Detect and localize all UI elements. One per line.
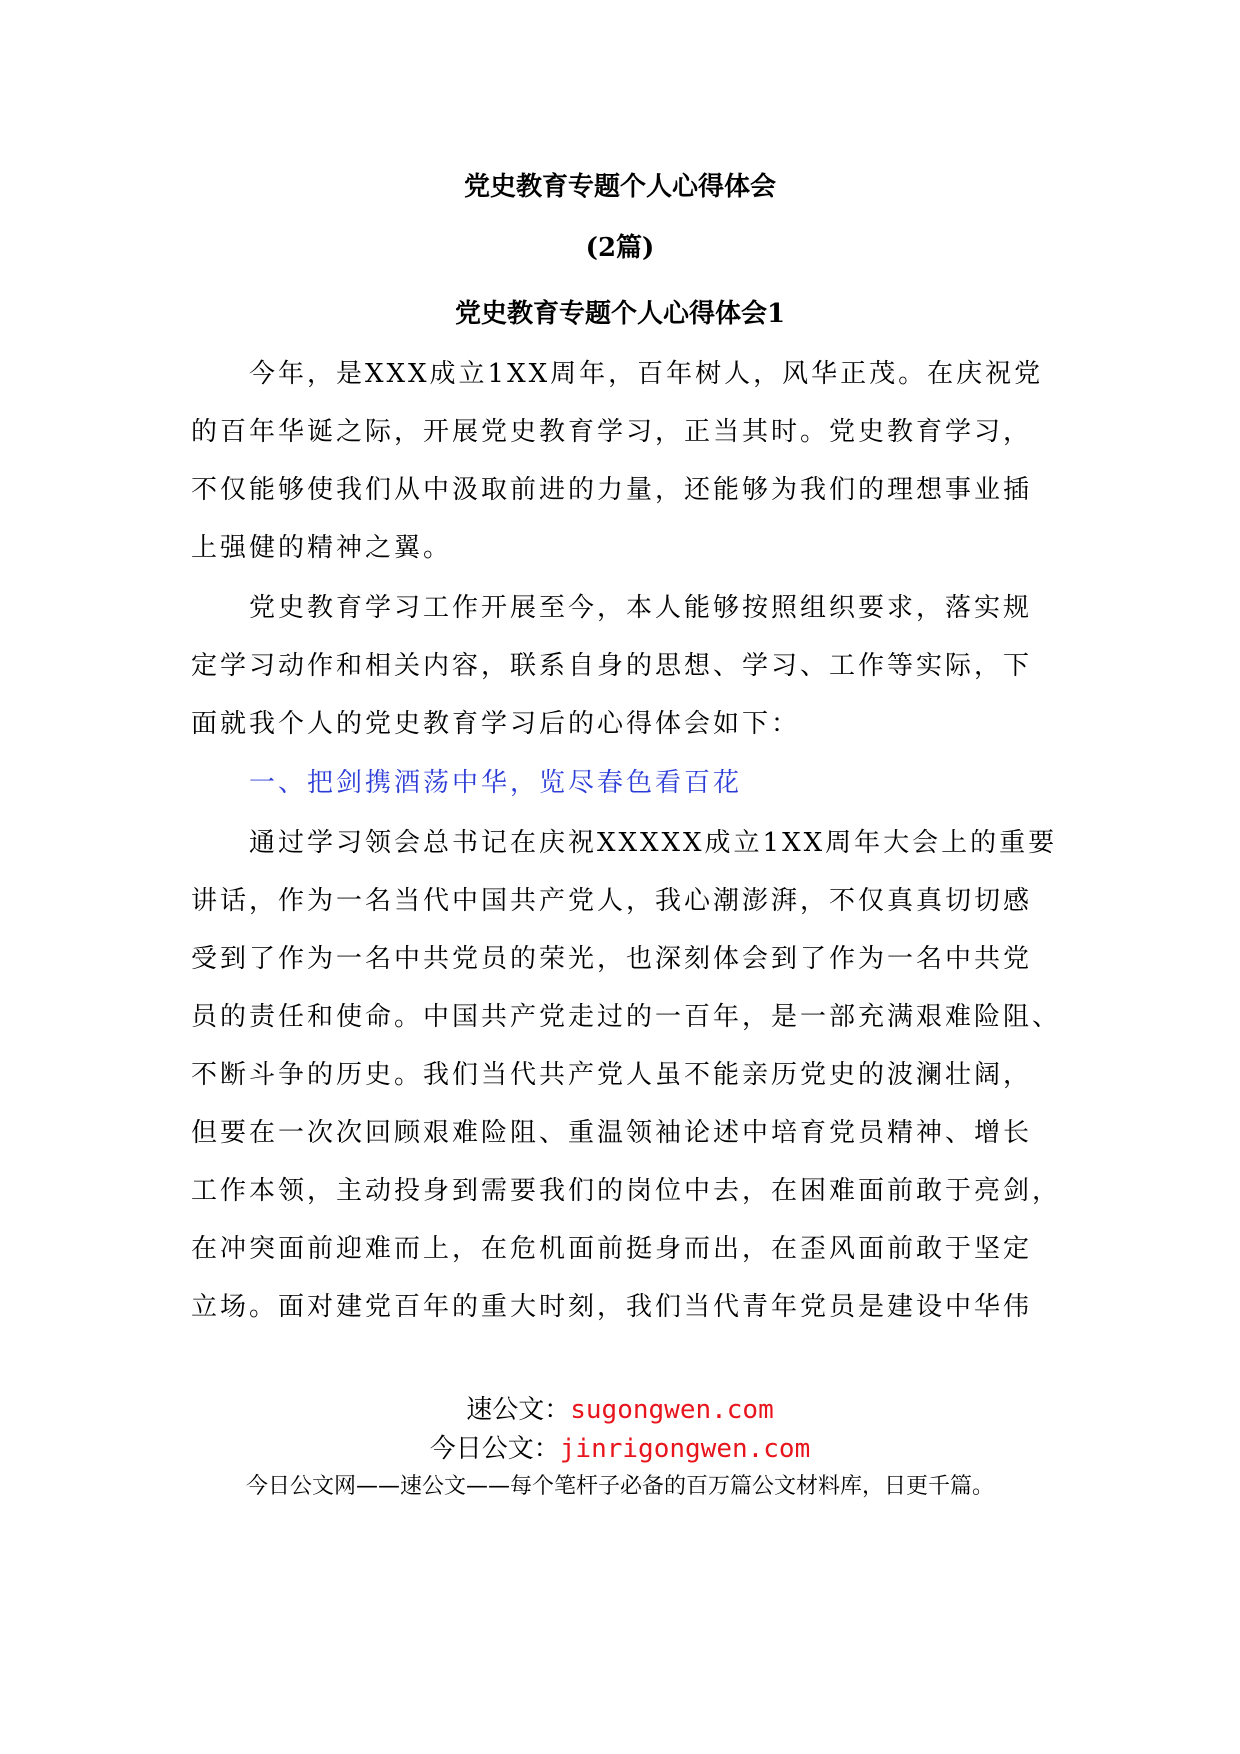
body-line: 工作本领，主动投身到需要我们的岗位中去，在困难面前敢于亮剑， (191, 1176, 1062, 1206)
document-subtitle: (2篇) (585, 233, 655, 263)
body-line: 受到了作为一名中共党员的荣光，也深刻体会到了作为一名中共党 (191, 944, 1033, 974)
section-heading: 一、把剑携酒荡中华，览尽春色看百花 (191, 768, 743, 798)
body-line: 定学习动作和相关内容，联系自身的思想、学习、工作等实际，下 (191, 651, 1033, 681)
footer-link-sugongwen[interactable]: sugongwen.com (570, 1395, 774, 1425)
section-title: 党史教育专题个人心得体会1 (454, 299, 786, 329)
document-title: 党史教育专题个人心得体会 (463, 172, 776, 202)
body-line: 通过学习领会总书记在庆祝XXXXX成立1XX周年大会上的重要 (191, 828, 1058, 858)
footer-label: 今日公文： (429, 1434, 560, 1464)
body-line: 不断斗争的历史。我们当代共产党人虽不能亲历党史的波澜壮阔， (191, 1060, 1033, 1090)
footer-tagline: 今日公文网——速公文——每个笔杆子必备的百万篇公文材料库，日更千篇。 (245, 1474, 994, 1499)
body-line: 员的责任和使命。中国共产党走过的一百年，是一部充满艰难险阻、 (191, 1002, 1062, 1032)
body-line: 的百年华诞之际，开展党史教育学习，正当其时。党史教育学习， (191, 417, 1033, 447)
body-line: 在冲突面前迎难而上，在危机面前挺身而出，在歪风面前敢于坚定 (191, 1234, 1033, 1264)
body-line: 不仅能够使我们从中汲取前进的力量，还能够为我们的理想事业插 (191, 475, 1033, 505)
footer-sugongwen (0, 1389, 1240, 1426)
footer-jinrigongwen (0, 1428, 1240, 1465)
body-line: 今年，是XXX成立1XX周年，百年树人，风华正茂。在庆祝党 (191, 359, 1044, 389)
body-line: 但要在一次次回顾艰难险阻、重温领袖论述中培育党员精神、增长 (191, 1118, 1033, 1148)
body-line: 讲话，作为一名当代中国共产党人，我心潮澎湃，不仅真真切切感 (191, 886, 1033, 916)
footer-link-jinrigongwen[interactable]: jinrigongwen.com (559, 1434, 811, 1464)
footer-label: 速公文： (466, 1395, 571, 1425)
body-line: 立场。面对建党百年的重大时刻，我们当代青年党员是建设中华伟 (191, 1292, 1033, 1322)
body-line: 上强健的精神之翼。 (191, 533, 453, 563)
body-line: 面就我个人的党史教育学习后的心得体会如下： (191, 709, 801, 739)
body-line: 党史教育学习工作开展至今，本人能够按照组织要求，落实规 (191, 593, 1033, 623)
